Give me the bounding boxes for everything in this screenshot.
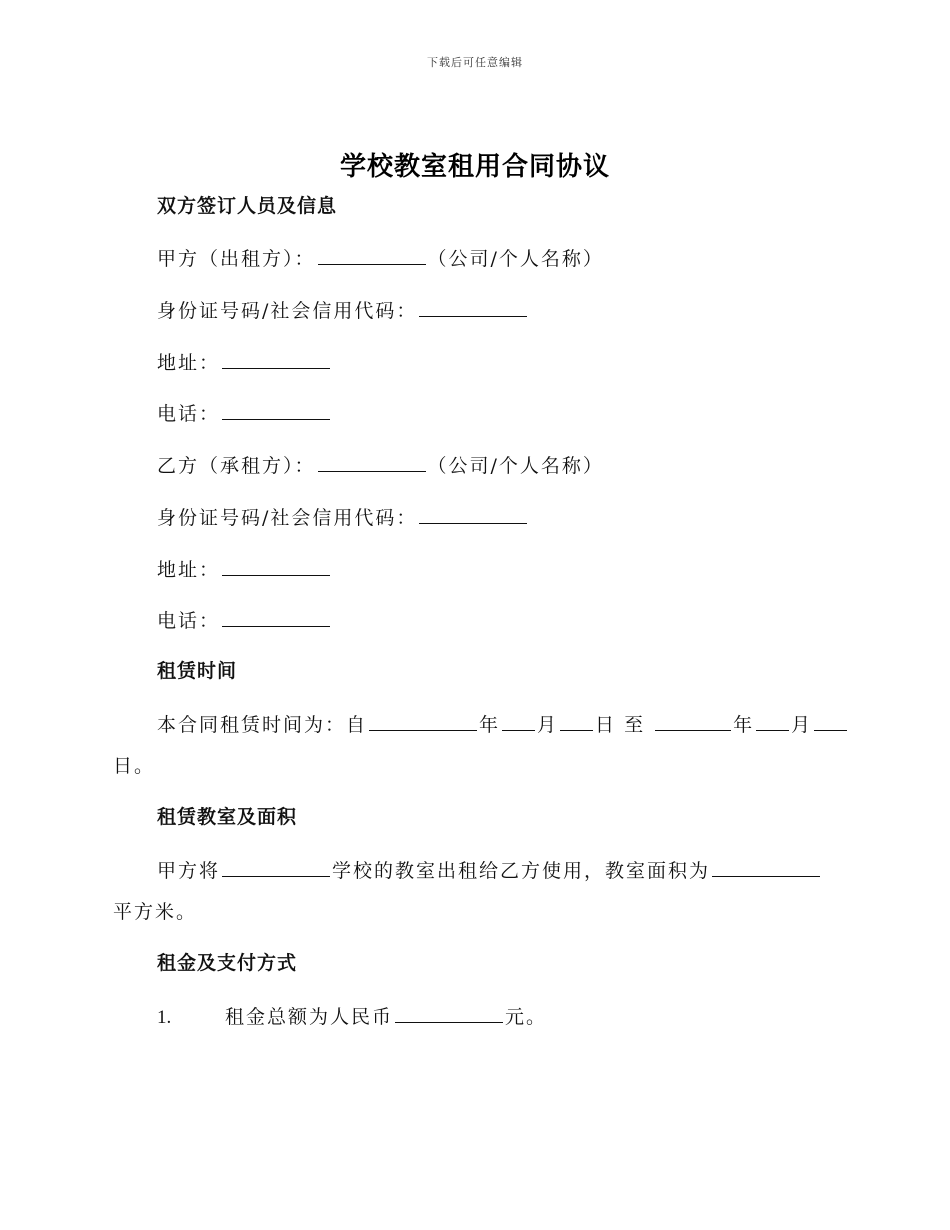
party-b-id-label: 身份证号码/社会信用代码：: [157, 507, 418, 529]
party-b-name-suffix: （公司/个人名称）: [427, 455, 604, 477]
end-day-blank[interactable]: [814, 711, 847, 731]
party-a-name-label: 甲方（出租方）：: [157, 248, 316, 270]
end-month-blank[interactable]: [756, 711, 789, 731]
rent-amount-blank[interactable]: [395, 1003, 503, 1023]
page-header-note: 下载后可任意编辑: [427, 56, 523, 69]
start-day-to-label: 日 至: [595, 714, 654, 736]
rent-item-text-1: 租金总额为人民币: [225, 1006, 394, 1028]
party-a-name-blank[interactable]: [318, 245, 426, 265]
party-b-address-row: [157, 556, 332, 582]
end-year-blank[interactable]: [655, 711, 731, 731]
section-heading-classroom-area: 租赁教室及面积: [157, 806, 298, 828]
party-b-name-row: [157, 452, 604, 478]
party-b-phone-blank[interactable]: [222, 607, 330, 627]
party-a-name-row: [157, 245, 604, 271]
end-year-label: 年: [733, 714, 755, 736]
lease-term-row: [157, 711, 849, 737]
party-a-phone-row: [157, 400, 332, 426]
party-a-address-row: [157, 349, 332, 375]
end-month-label: 月: [791, 714, 813, 736]
party-b-id-row: [157, 504, 529, 530]
party-a-name-suffix: （公司/个人名称）: [427, 248, 604, 270]
start-month-blank[interactable]: [502, 711, 535, 731]
party-b-phone-row: [157, 607, 332, 633]
rent-item-text-2: 元。: [505, 1006, 548, 1028]
party-a-address-label: 地址：: [157, 352, 221, 374]
party-b-address-label: 地址：: [157, 559, 221, 581]
start-year-label: 年: [479, 714, 501, 736]
party-b-phone-label: 电话：: [157, 610, 221, 632]
start-day-blank[interactable]: [560, 711, 593, 731]
start-year-blank[interactable]: [369, 711, 477, 731]
classroom-text-1: 甲方将: [157, 860, 221, 882]
classroom-area-unit: 平方米。: [113, 901, 198, 923]
lease-term-prefix: 本合同租赁时间为：自: [157, 714, 368, 736]
classroom-text-2: 学校的教室出租给乙方使用，教室面积为: [332, 860, 711, 882]
lease-term-end-day: 日。: [113, 755, 156, 777]
section-heading-rent-payment: 租金及支付方式: [157, 952, 298, 974]
party-a-id-blank[interactable]: [419, 297, 527, 317]
start-month-label: 月: [537, 714, 559, 736]
rent-item-1: [157, 1003, 547, 1030]
party-b-id-blank[interactable]: [419, 504, 527, 524]
classroom-area-row: [157, 857, 822, 883]
party-b-name-blank[interactable]: [318, 452, 426, 472]
section-heading-lease-term: 租赁时间: [157, 660, 238, 682]
party-a-phone-label: 电话：: [157, 403, 221, 425]
party-a-phone-blank[interactable]: [222, 400, 330, 420]
rent-item-number: 1.: [157, 1007, 172, 1028]
party-b-name-label: 乙方（承租方）：: [157, 455, 316, 477]
party-a-id-row: [157, 297, 529, 323]
party-a-address-blank[interactable]: [222, 349, 330, 369]
school-name-blank[interactable]: [222, 857, 330, 877]
party-a-id-label: 身份证号码/社会信用代码：: [157, 300, 418, 322]
party-b-address-blank[interactable]: [222, 556, 330, 576]
area-blank[interactable]: [712, 857, 820, 877]
document-title: 学校教室租用合同协议: [339, 152, 610, 182]
section-heading-parties: 双方签订人员及信息: [157, 195, 338, 217]
